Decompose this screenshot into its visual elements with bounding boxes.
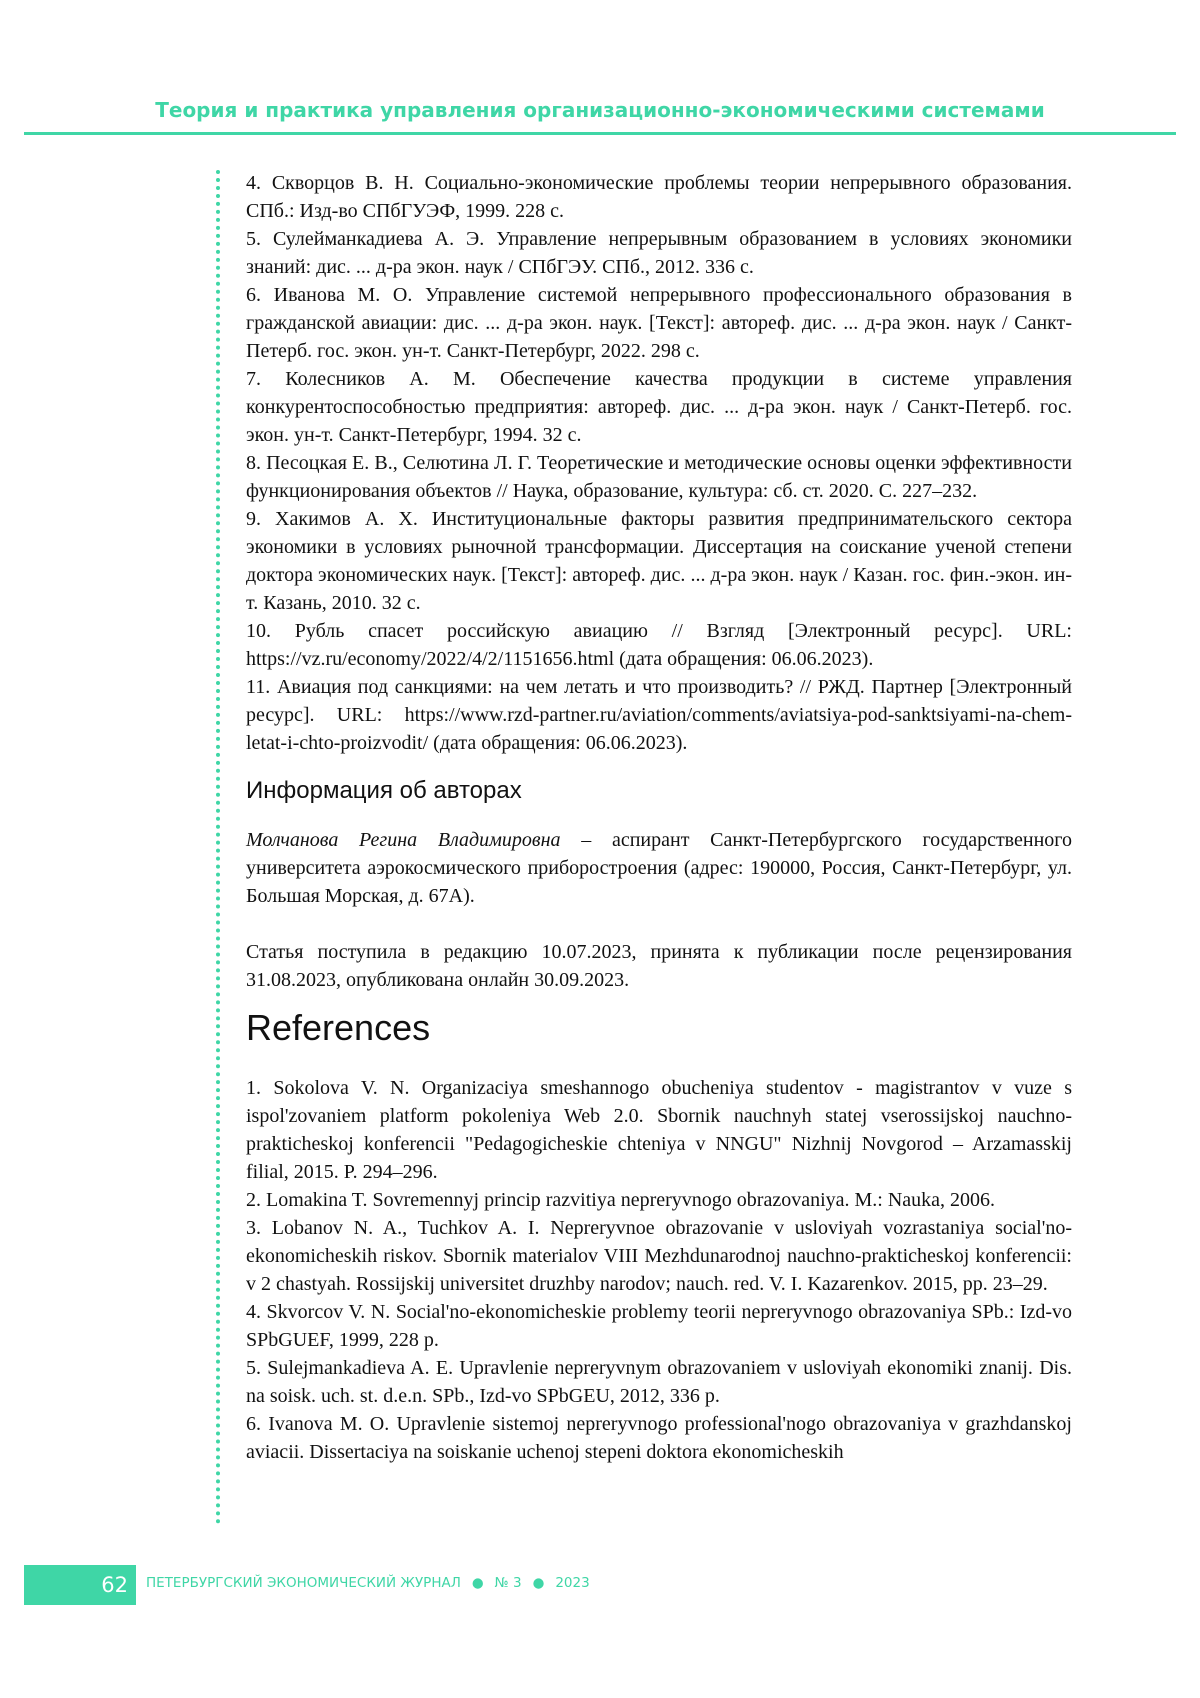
issue-year: 2023: [555, 1575, 590, 1591]
journal-name: ПЕТЕРБУРГСКИЙ ЭКОНОМИЧЕСКИЙ ЖУРНАЛ: [146, 1575, 461, 1591]
author-name: Молчанова Регина Владимировна: [246, 829, 561, 851]
reference-en-1: 1. Sokolova V. N. Organizaciya smeshannogo obucheniya studentov - magistrantov v vuze s ispol'zovaniem platform pokoleniya Web 2.0. Sbornik nauchnyh statej vserossijskoj nauchno-prakticheskoj konferencii "Pedagogicheskie chteniya v NNGU" Nizhnij Novgorod – Arzamasskij filial, 2015. P. 294–296.: [246, 1077, 1072, 1183]
reference-ru-10: 10. Рубль спасет российскую авиацию // Взгляд [Электронный ресурс]. URL: https://vz.ru/economy/2022/4/2/1151656.html (дата обращения: 06.06.2023).: [246, 620, 1072, 670]
reference-ru-11: 11. Авиация под санкциями: на чем летать и что производить? // РЖД. Партнер [Электронный ресурс]. URL: https://www.rzd-partner.ru/aviation/comments/aviatsiya-pod-sanktsiyami-na-chem-letat-i-chto-proizvodit/ (дата обращения: 06.06.2023).: [246, 676, 1072, 754]
page-number: 62: [24, 1565, 136, 1605]
reference-en-2: 2. Lomakina T. Sovremennyj princip razvitiya nepreryvnogo obrazovaniya. M.: Nauka, 2006.: [246, 1189, 996, 1211]
reference-en-4: 4. Skvorcov V. N. Social'no-ekonomicheskie problemy teorii nepreryvnogo obrazovaniya SPb.: Izd-vo SPbGUEF, 1999, 228 p.: [246, 1301, 1072, 1351]
reference-ru-5: 5. Сулейманкадиева А. Э. Управление непрерывным образованием в условиях экономики знаний: дис. ... д-ра экон. наук / СПбГЭУ. СПб., 2012. 336 с.: [246, 228, 1072, 278]
authors-heading: Информация об авторах: [246, 777, 522, 804]
running-header-title: Теория и практика управления организационно-экономическими системами: [155, 98, 1045, 122]
author-details: – аспирант Санкт-Петербургского государственного университета аэрокосмического приборостроения (адрес: 190000, Россия, Санкт-Петербург, ул. Большая Морская, д. 67А).: [246, 829, 1072, 907]
separator-dot: ●: [532, 1575, 545, 1591]
separator-dot: ●: [471, 1575, 484, 1591]
references-heading: References: [246, 1007, 431, 1048]
reference-en-5: 5. Sulejmankadieva A. E. Upravlenie nepreryvnym obrazovaniem v usloviyah ekonomiki znanij. Dis. na soisk. uch. st. d.e.n. SPb., Izd-vo SPbGEU, 2012, 336 p.: [246, 1357, 1072, 1407]
reference-ru-8: 8. Песоцкая Е. В., Селютина Л. Г. Теоретические и методические основы оценки эффективности функционирования объектов // Наука, образование, культура: сб. ст. 2020. С. 227–232.: [246, 452, 1072, 502]
reference-en-3: 3. Lobanov N. A., Tuchkov A. I. Nepreryvnoe obrazovanie v usloviyah vozrastaniya social'no-ekonomicheskih riskov. Sbornik materialov VIII Mezhdunarodnoj nauchno-prakticheskoj konferencii: v 2 chastyah. Rossijskij universitet druzhby narodov; nauch. red. V. I. Kazarenkov. 2015, pp. 23–29.: [246, 1217, 1072, 1295]
reference-en-6: 6. Ivanova M. O. Upravlenie sistemoj nepreryvnogo professional'nogo obrazovaniya v grazhdanskoj aviacii. Dissertaciya na soiskanie uchenoj stepeni doktora ekonomicheskih: [246, 1413, 1072, 1463]
references-en-list: [246, 1074, 1072, 1466]
reference-ru-7: 7. Колесников А. М. Обеспечение качества продукции в системе управления конкурентоспособностью предприятия: автореф. дис. ... д-ра экон. наук / Санкт-Петерб. гос. экон. ун-т. Санкт-Петербург, 1994. 32 с.: [246, 368, 1072, 446]
footer-journal-info: [146, 1575, 590, 1591]
dotted-margin-rule: [216, 170, 220, 1525]
reference-ru-4: 4. Скворцов В. Н. Социально-экономические проблемы теории непрерывного образования. СПб.: Изд-во СПбГУЭФ, 1999. 228 с.: [246, 172, 1072, 222]
header-rule: [24, 132, 1176, 135]
article-received-note: Статья поступила в редакцию 10.07.2023, принята к публикации после рецензирования 31.08.2023, опубликована онлайн 30.09.2023.: [246, 941, 1072, 991]
reference-ru-9: 9. Хакимов А. Х. Институциональные факторы развития предпринимательского сектора экономики в условиях рыночной трансформации. Диссертация на соискание ученой степени доктора экономических наук. [Текст]: автореф. дис. ... д-ра экон. наук / Казан. гос. фин.-экон. ин-т. Казань, 2010. 32 с.: [246, 508, 1072, 614]
references-ru-list: [246, 169, 1072, 757]
issue-number: № 3: [494, 1575, 522, 1591]
author-info: [246, 826, 1072, 910]
reference-ru-6: 6. Иванова М. О. Управление системой непрерывного профессионального образования в гражданской авиации: дис. ... д-ра экон. наук. [Текст]: автореф. дис. ... д-ра экон. наук / Санкт-Петерб. гос. экон. ун-т. Санкт-Петербург, 2022. 298 с.: [246, 284, 1072, 362]
main-content: [246, 169, 1072, 1466]
